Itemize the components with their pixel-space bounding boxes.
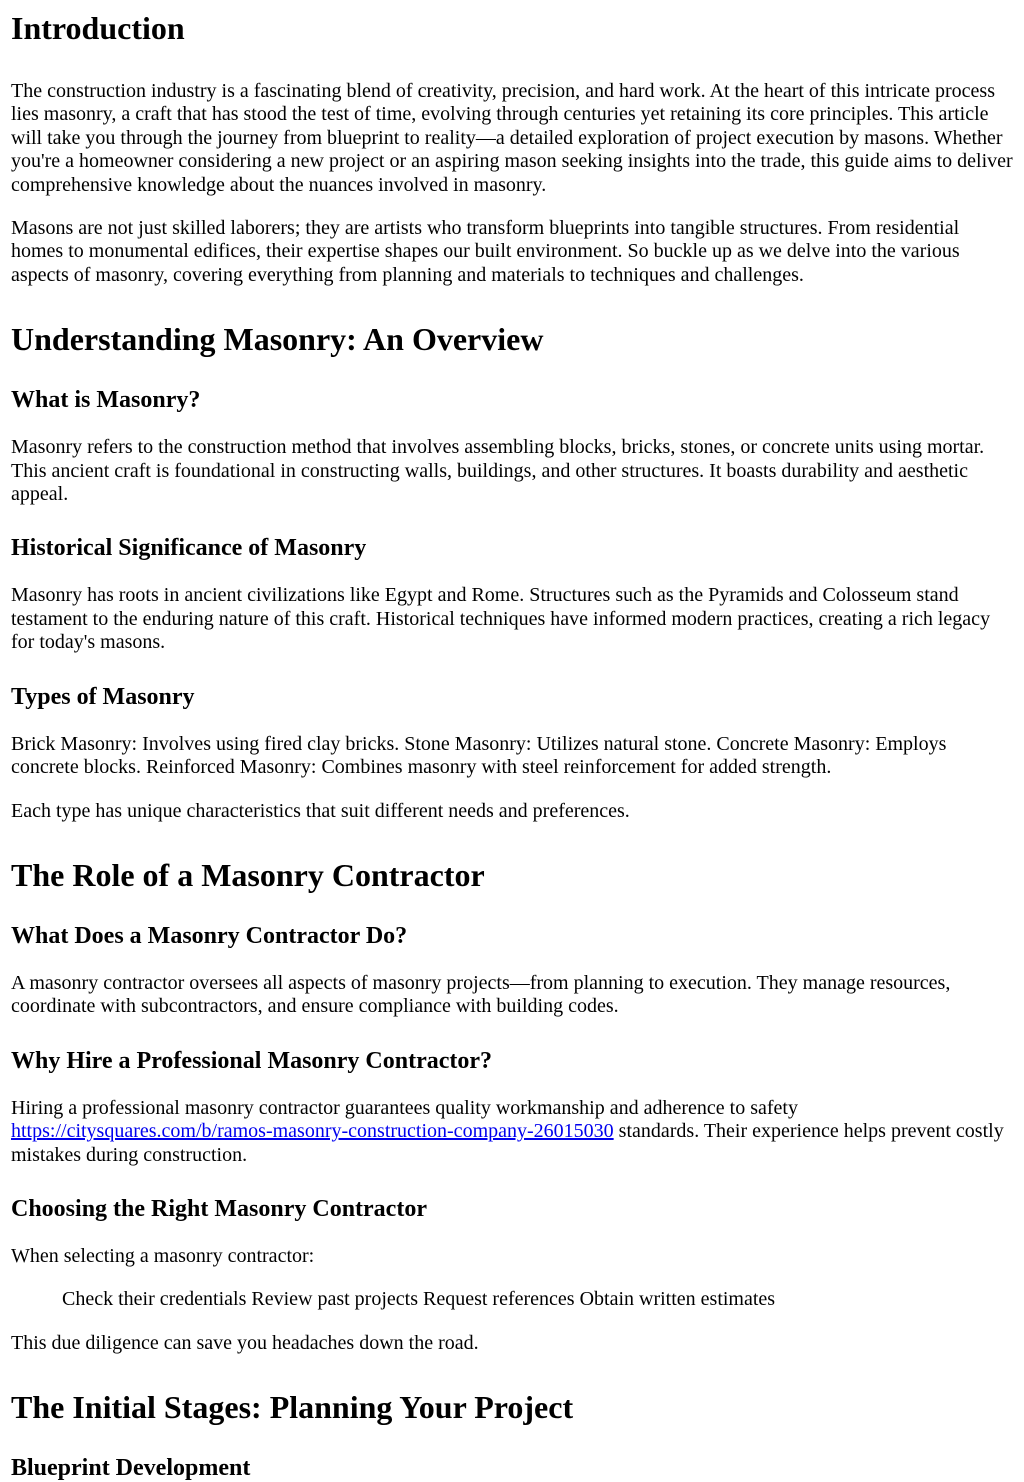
due-diligence-paragraph: This due diligence can save you headaches down the road. xyxy=(11,1331,479,1354)
heading-why-hire-contractor: Why Hire a Professional Masonry Contractor? xyxy=(11,1047,493,1074)
why-hire-text-after: standards. Their experience helps prevent costly mistakes during construction. xyxy=(11,1120,1004,1166)
types-of-masonry-paragraph: Brick Masonry: Involves using fired clay bricks. Stone Masonry: Utilizes natural stone. Concrete Masonry: Employs concrete blocks. Reinforced Masonry: Combines masonry with steel reinforcement for added strength. xyxy=(11,732,947,779)
why-hire-contractor-paragraph xyxy=(11,1097,1013,1167)
heading-initial-stages: The Initial Stages: Planning Your Project xyxy=(11,1389,574,1426)
intro-paragraph-2: Masons are not just skilled laborers; they are artists who transform blueprints into tangible structures. From residential homes to monumental edifices, their expertise shapes our built environment. So buckle up as we delve into the various aspects of masonry, covering everything from planning and materials to techniques and challenges. xyxy=(11,217,960,286)
choosing-contractor-paragraph: When selecting a masonry contractor: xyxy=(11,1244,315,1267)
what-is-masonry-paragraph: Masonry refers to the construction method that involves assembling blocks, bricks, stones, or concrete units using mortar. This ancient craft is foundational in constructing walls, buildings, and other structures. It boasts durability and aesthetic appeal. xyxy=(11,436,985,506)
heading-what-is-masonry: What is Masonry? xyxy=(11,387,201,414)
heading-understanding-masonry: Understanding Masonry: An Overview xyxy=(11,321,544,358)
heading-what-does-contractor-do: What Does a Masonry Contractor Do? xyxy=(11,922,408,949)
contractor-link[interactable]: https://citysquares.com/b/ramos-masonry-construction-company-26015030 xyxy=(11,1120,614,1143)
article xyxy=(0,10,1024,1482)
heading-types-of-masonry: Types of Masonry xyxy=(11,683,195,710)
why-hire-text-before: Hiring a professional masonry contractor guarantees quality workmanship and adherence to safety xyxy=(11,1096,798,1119)
what-does-contractor-do-paragraph: A masonry contractor oversees all aspects of masonry projects—from planning to execution. They manage resources, coordinate with subcontractors, and ensure compliance with building codes. xyxy=(11,971,951,1018)
contractor-checklist: Check their credentials Review past projects Request references Obtain written estimates xyxy=(62,1288,776,1311)
types-of-masonry-paragraph-2: Each type has unique characteristics that suit different needs and preferences. xyxy=(11,799,630,822)
heading-choosing-contractor: Choosing the Right Masonry Contractor xyxy=(11,1195,427,1222)
heading-blueprint-development: Blueprint Development xyxy=(11,1455,251,1482)
historical-significance-paragraph: Masonry has roots in ancient civilizations like Egypt and Rome. Structures such as the Pyramids and Colosseum stand testament to the enduring nature of this craft. Historical techniques have informed modern practices, creating a rich legacy for today's masons. xyxy=(11,584,991,654)
heading-role-of-contractor: The Role of a Masonry Contractor xyxy=(11,856,485,893)
heading-historical-significance: Historical Significance of Masonry xyxy=(11,535,367,562)
intro-paragraph-1: The construction industry is a fascinating blend of creativity, precision, and hard work. At the heart of this intricate process lies masonry, a craft that has stood the test of time, evolving through centuries yet retaining its core principles. This article will take you through the journey from blueprint to reality—a detailed exploration of project execution by masons. Whether you're a homeowner considering a new project or an aspiring mason seeking insights into the trade, this guide aims to deliver comprehensive knowledge about the nuances involved in masonry. xyxy=(11,80,1013,196)
heading-introduction: Introduction xyxy=(11,10,185,46)
